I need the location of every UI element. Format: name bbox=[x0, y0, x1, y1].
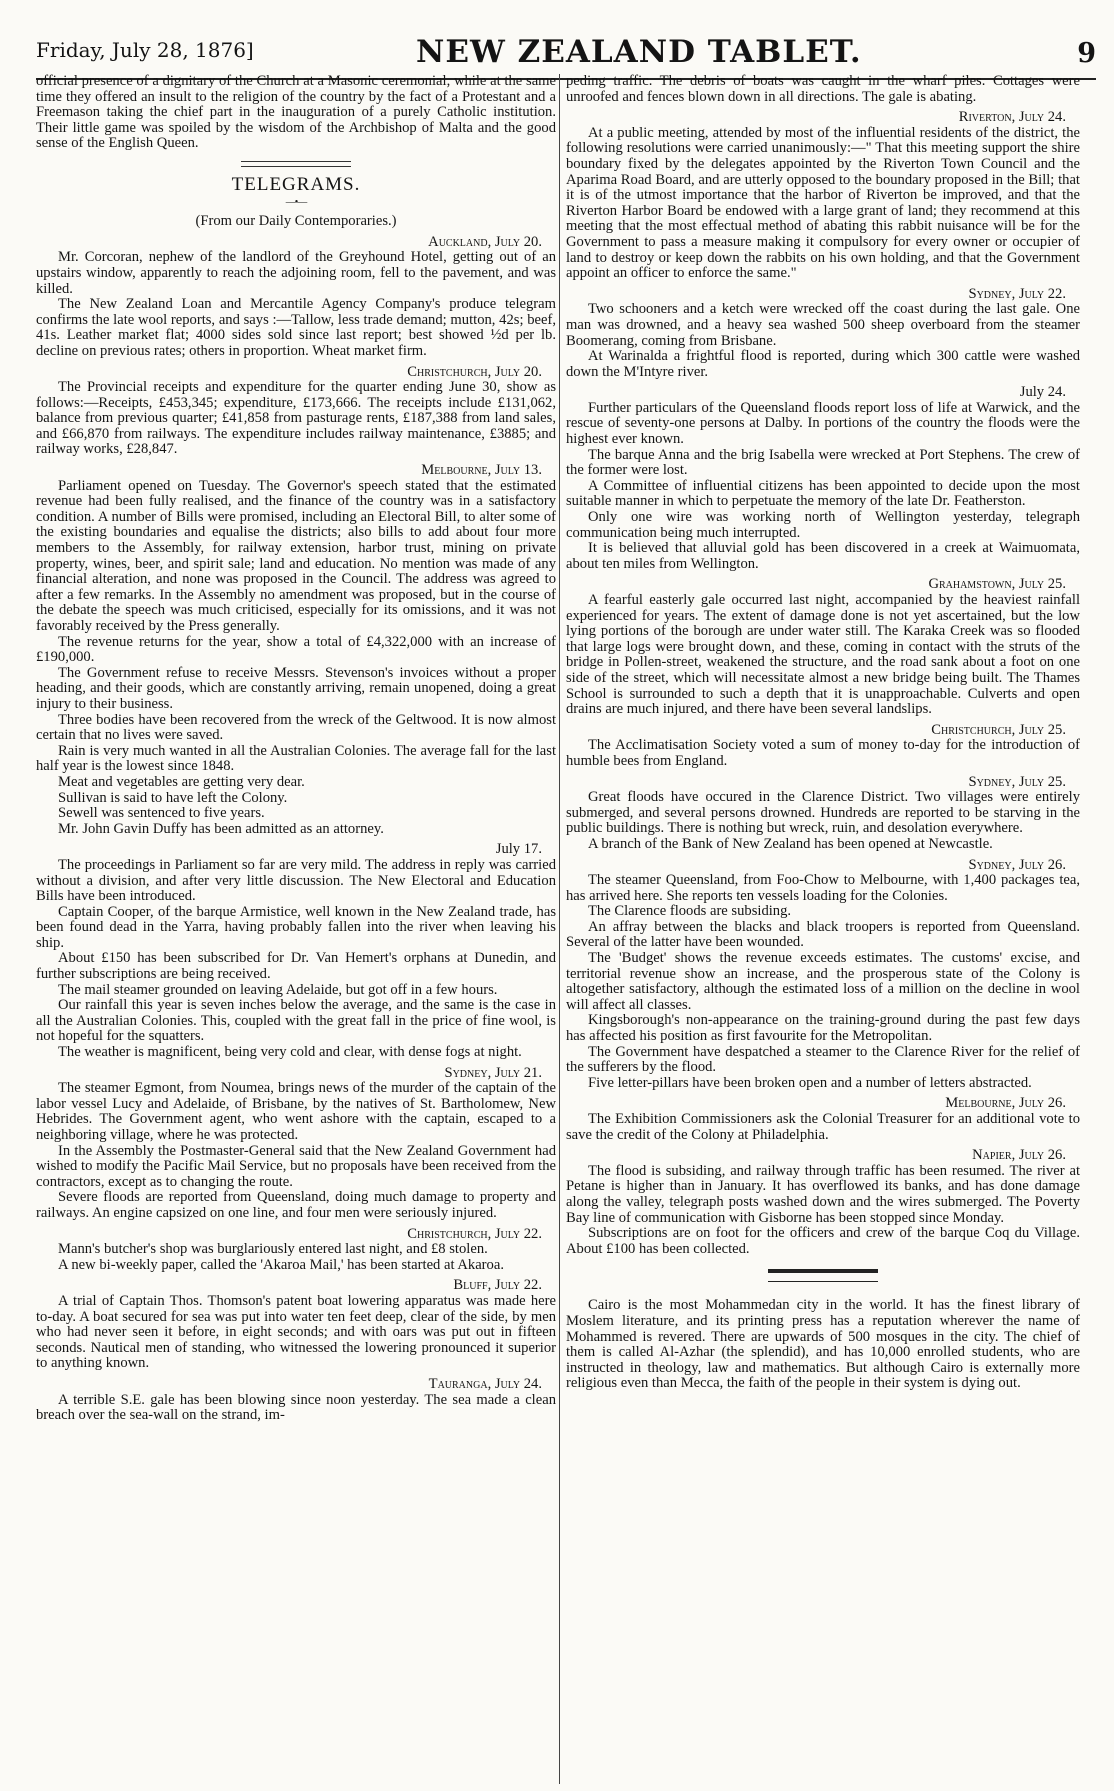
section-rule bbox=[241, 161, 351, 167]
dateline: Riverton, July 24. bbox=[958, 109, 1066, 126]
dateline: Christchurch, July 22. bbox=[407, 1225, 542, 1242]
paragraph: It is believed that alluvial gold has been discovered in a creek at Waimuomata, about ten miles from Wellington. bbox=[566, 540, 1080, 572]
ornament: —•— bbox=[285, 196, 307, 208]
dateline: July 24. bbox=[1019, 384, 1066, 401]
paragraph: A trial of Captain Thos. Thomson's patent boat lowering apparatus was made here to-day. A boat secured for sea was put into water ten feet deep, clear of the side, by men who had never seen it before, in eight seconds; and with oars was put out in fifteen seconds. Nautical men of standing, who witnessed the lowering pronounced it superior to anything known. bbox=[36, 1292, 556, 1372]
paragraph: Mr. John Gavin Duffy has been admitted as an attorney. bbox=[58, 820, 384, 837]
paragraph: The 'Budget' shows the revenue exceeds estimates. The customs' excise, and territorial revenue show an increase, and the prosperous state of the Colony is altogether satisfactory, although the estimated loss of a million on the decline in wool will affect all classes. bbox=[566, 950, 1080, 1013]
dateline: Sydney, July 21. bbox=[444, 1064, 542, 1081]
dateline: Sydney, July 22. bbox=[968, 285, 1066, 302]
dateline: Grahamstown, July 25. bbox=[928, 576, 1066, 593]
paragraph: A branch of the Bank of New Zealand has been opened at Newcastle. bbox=[588, 835, 993, 852]
paragraph: Parliament opened on Tuesday. The Governor's speech stated that the estimated revenue had been fully realised, and the finance of the country was in a satisfactory condition. A number of Bills were promised, including an Electoral Bill, to alter some of the existing boundaries and equalise the districts; also bills to add about four more members to the Assembly, for railway extension, harbor trust, mining on private property, wines, beer, and spirit sale; land and education. No mention was made of any financial alteration, and none was proposed in the Council. The address was agreed to after a few remarks. In the Assembly no amendment was proposed, but in the course of the debate the speech was much criticised, especially for its omissions, and it was not favorably received by the Press generally. bbox=[36, 477, 556, 634]
dateline: Tauranga, July 24. bbox=[428, 1375, 542, 1392]
paragraph: Captain Cooper, of the barque Armistice, well known in the New Zealand trade, has been found dead in the Yarra, having probably fallen into the river when leaving his ship. bbox=[36, 903, 556, 951]
paragraph: The steamer Egmont, from Noumea, brings news of the murder of the captain of the labor vessel Lucy and Adelaide, of Brisbane, by the natives of St. Bartholomew, New Hebrides. The Government agent, who went ashore with the captain, escaped to a neighboring village, where he was protected. bbox=[36, 1080, 556, 1143]
section-subtitle: (From our Daily Contemporaries.) bbox=[195, 213, 397, 230]
paragraph: Mr. Corcoran, nephew of the landlord of the Greyhound Hotel, getting out of an upstairs window, apparently to reach the adjoining room, fell to the pavement, and was killed. bbox=[36, 249, 556, 297]
paragraph: Our rainfall this year is seven inches below the average, and the same is the case in all the Australian Colonies. This, coupled with the great fall in the price of fine wool, is not hopeful for the squatters. bbox=[36, 997, 556, 1045]
dateline: July 17. bbox=[495, 841, 542, 858]
paragraph: The weather is magnificent, being very cold and clear, with dense fogs at night. bbox=[58, 1044, 522, 1061]
right-column bbox=[566, 74, 1080, 1392]
article-separator bbox=[768, 1269, 878, 1282]
dateline: Christchurch, July 20. bbox=[407, 363, 542, 380]
paragraph: At Warinalda a frightful flood is reported, during which 300 cattle were washed down the M'Intyre river. bbox=[566, 348, 1080, 380]
paragraph: Subscriptions are on foot for the officers and crew of the barque Coq du Village. About £100 has been collected. bbox=[566, 1225, 1080, 1257]
paragraph: The proceedings in Parliament so far are very mild. The address in reply was carried without a division, and after very little discussion. The New Electoral and Education Bills have been introduced. bbox=[36, 856, 556, 905]
left-column bbox=[36, 74, 556, 1424]
paragraph: A fearful easterly gale occurred last night, accompanied by the heaviest rainfall experienced for years. The extent of damage done is not yet ascertained, but the low lying portions of the borough are under water still. The Karaka Creek was so flooded that large logs were brought down, and these, coming in contact with the struts of the bridge in Pollen-street, weakened the structure, and the road sank about a foot on one side of the street, which will necessitate almost a new bridge being built. The Thames School is surrounded to such a depth that it is unapproachable. Culverts and open drains are much injured, and there have been several landslips. bbox=[566, 592, 1080, 718]
paragraph: The Government have despatched a steamer to the Clarence River for the relief of the sufferers by the flood. bbox=[566, 1043, 1080, 1076]
paragraph: A Committee of influential citizens has been appointed to decide upon the most suitable manner in which to perpetuate the memory of the late Dr. Featherston. bbox=[566, 477, 1080, 510]
intro-paragraph: official presence of a dignitary of the Church at a Masonic ceremonial, while at the same time they offered an insult to the religion of the country by the fact of a Protestant and a Freemason taking the chief part in the inauguration of a purely Catholic institution. Their little game was spoiled by the wisdom of the Archbishop of Malta and the good sense of the English Queen. bbox=[36, 74, 556, 152]
paragraph: The Provincial receipts and expenditure for the quarter ending June 30, show as follows:—Receipts, £453,345; expenditure, £173,666. The receipts include £131,062, balance from previous quarter; £41,858 from pasturage rents, £187,388 from land sales, and £66,870 from railways. The expenditure includes railway maintenance, £3885; and railway works, £28,847. bbox=[36, 379, 556, 458]
paragraph: The Acclimatisation Society voted a sum of money to-day for the introduction of humble bees from England. bbox=[566, 737, 1080, 769]
paragraph: A terrible S.E. gale has been blowing since noon yesterday. The sea made a clean breach over the sea-wall on the strand, im- bbox=[36, 1391, 556, 1424]
paragraph: A new bi-weekly paper, called the 'Akaroa Mail,' has been started at Akaroa. bbox=[58, 1256, 504, 1273]
paragraph: Mann's butcher's shop was burglariously entered last night, and £8 stolen. bbox=[58, 1241, 488, 1258]
paragraph: The Government refuse to receive Messrs. Stevenson's invoices without a proper heading, and their goods, which are constantly arriving, remain unopened, doing a great injury to their business. bbox=[36, 664, 556, 712]
dateline: Auckland, July 20. bbox=[428, 233, 542, 250]
paragraph: The flood is subsiding, and railway through traffic has been resumed. The river at Petane is higher than in January. It has overflowed its banks, and has done damage along the valley, telegraph posts washed down and the wires submerged. The Poverty Bay line of communication with Gisborne has been stopped since Monday. bbox=[566, 1162, 1080, 1226]
paragraph: The Exhibition Commissioners ask the Colonial Treasurer for an additional vote to save the credit of the Colony at Philadelphia. bbox=[566, 1111, 1080, 1143]
paragraph: Sullivan is said to have left the Colony. bbox=[58, 789, 288, 806]
paragraph: An affray between the blacks and black troopers is reported from Queensland. Several of the latter have been wounded. bbox=[566, 918, 1080, 951]
paragraph: Five letter-pillars have been broken open and a number of letters abstracted. bbox=[588, 1074, 1032, 1091]
issue-date: Friday, July 28, 1876] bbox=[36, 38, 254, 62]
paragraph: The revenue returns for the year, show a total of £4,322,000 with an increase of £190,000. bbox=[36, 633, 556, 666]
paragraph: Three bodies have been recovered from the wreck of the Geltwood. It is now almost certain that no lives were saved. bbox=[36, 711, 556, 744]
dateline: Sydney, July 26. bbox=[968, 856, 1066, 873]
paragraph: Great floods have occured in the Clarence District. Two villages were entirely submerged, and several persons drowned. Hundreds are reported to be starving in the public buildings. There is nothing but wreck, ruin, and desolation everywhere. bbox=[566, 789, 1080, 837]
paragraph: Sewell was sentenced to five years. bbox=[58, 805, 265, 822]
paragraph: Only one wire was working north of Wellington yesterday, telegraph communication being much interrupted. bbox=[566, 509, 1080, 541]
dateline: Melbourne, July 26. bbox=[945, 1095, 1066, 1112]
paragraph: Further particulars of the Queensland floods report loss of life at Warwick, and the rescue of seventy-one persons at Dalby. In portions of the country the floods were the highest ever known. bbox=[566, 399, 1080, 448]
page-header bbox=[36, 14, 1096, 70]
paragraph: Meat and vegetables are getting very dear. bbox=[58, 773, 305, 790]
paragraph: The steamer Queensland, from Foo-Chow to Melbourne, with 1,400 packages tea, has arrived here. She reports ten vessels loading for the Colonies. bbox=[566, 872, 1080, 904]
page-number: 9 bbox=[1077, 38, 1096, 69]
paragraph: The barque Anna and the brig Isabella were wrecked at Port Stephens. The crew of the former were lost. bbox=[566, 446, 1080, 479]
dateline: Sydney, July 25. bbox=[968, 773, 1066, 790]
dateline: Melbourne, July 13. bbox=[421, 462, 542, 479]
column-divider bbox=[559, 74, 560, 1784]
section-title: TELEGRAMS. bbox=[231, 173, 361, 195]
paragraph: Severe floods are reported from Queensland, doing much damage to property and railways. An engine capsized on one line, and four men were seriously injured. bbox=[36, 1189, 556, 1221]
paragraph: The Clarence floods are subsiding. bbox=[588, 903, 792, 920]
paragraph: Kingsborough's non-appearance on the training-ground during the past few days has affected his position as first favourite for the Metropolitan. bbox=[566, 1012, 1080, 1045]
paragraph: Two schooners and a ketch were wrecked off the coast during the last gale. One man was drowned, and a heavy sea washed 500 sheep overboard from the steamer Boomerang, coming from Brisbane. bbox=[566, 301, 1080, 349]
paragraph: peding traffic. The debris of boats was caught in the wharf piles. Cottages were unroofed and fences blown down in all directions. The gale is abating. bbox=[566, 74, 1080, 105]
masthead-title: NEW ZEALAND TABLET. bbox=[416, 34, 862, 70]
paragraph: About £150 has been subscribed for Dr. Van Hemert's orphans at Dunedin, and further subscriptions are being received. bbox=[36, 950, 556, 983]
paragraph: Rain is very much wanted in all the Australian Colonies. The average fall for the last half year is the lowest since 1848. bbox=[36, 742, 556, 775]
dateline: Napier, July 26. bbox=[972, 1147, 1066, 1164]
dateline: Christchurch, July 25. bbox=[931, 721, 1066, 738]
cairo-paragraph: Cairo is the most Mohammedan city in the world. It has the finest library of Moslem literature, and its printing press has a reputation wherever the name of Mohammed is revered. There are upwards of 500 mosques in the city. The chief of them is called Al-Azhar (the splendid), and has 10,000 enrolled students, who are instructed in theology, law and mathematics. But although Cairo is externally more religious even than Mecca, the faith of the people in their system is dying out. bbox=[566, 1297, 1080, 1392]
paragraph: At a public meeting, attended by most of the influential residents of the district, the following resolutions were carried unanimously:—" That this meeting support the shire boundary fixed by the delegates appointed by the Riverton Town Council and the Aparima Road Board, and are utterly opposed to the boundary proposed in the Bill; that it is of the utmost importance that the harbor of Riverton be improved, and that the Riverton Harbor Board be endowed with a large grant of land; they recommend at this meeting that the most effectual method of abating this rabbit nuisance will be for the Government to pass a measure making it compulsory for every owner or occupier of land to destroy or keep down the rabbits on his own holding, and that the Government appoint an officer to enforce the same." bbox=[566, 124, 1080, 282]
paragraph: The New Zealand Loan and Mercantile Agency Company's produce telegram confirms the late wool reports, and says :—Tallow, less trade demand; mutton, 42s; beef, 41s. Leather market flat; 4000 sides sold since last report; best showed ½d per lb. decline on previous rates; others in proportion. Wheat market firm. bbox=[36, 296, 556, 359]
paragraph: The mail steamer grounded on leaving Adelaide, but got off in a few hours. bbox=[58, 981, 498, 998]
paragraph: In the Assembly the Postmaster-General said that the New Zealand Government had wished to modify the Pacific Mail Service, but no proposals have been received from the contractors, except as to changing the route. bbox=[36, 1142, 556, 1190]
dateline: Bluff, July 22. bbox=[453, 1277, 542, 1294]
